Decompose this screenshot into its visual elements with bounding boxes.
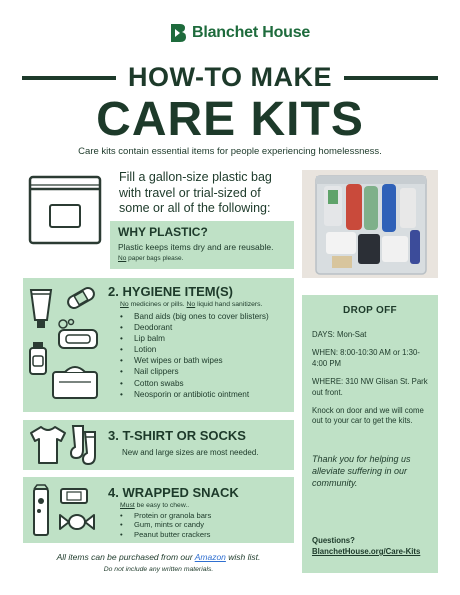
footer-post: wish list. — [225, 552, 261, 562]
list-item: • Gum, mints or candy — [120, 520, 211, 529]
amazon-link[interactable]: Amazon — [194, 552, 226, 562]
why-plastic-text: Plastic keeps items dry and are reusable. — [118, 242, 274, 252]
dropoff-thanks: Thank you for helping us alleviate suffering in our community. — [312, 453, 411, 488]
plastic-bag-icon — [24, 175, 106, 245]
list-item: • Nail clippers — [120, 366, 269, 377]
footer-purchase-note — [23, 552, 294, 562]
candy-icon — [57, 511, 97, 533]
dropoff-where: WHERE: 310 NW Glisan St. Park out front. — [312, 377, 428, 397]
list-item: • Lotion — [120, 344, 269, 355]
dropoff-when: WHEN: 8:00-10:30 AM or 1:30-4:00 PM — [312, 348, 420, 368]
list-item: • Lip balm — [120, 333, 269, 344]
footer-disclaimer: Do not include any written materials. — [103, 566, 214, 573]
snack-list — [120, 511, 211, 539]
wipes-icon — [49, 362, 101, 402]
brand-logo — [168, 22, 310, 44]
hygiene-note — [120, 301, 262, 308]
hygiene-box — [23, 278, 294, 412]
why-plastic-heading: WHY PLASTIC? — [118, 225, 208, 239]
logo-text: Blanchet House — [192, 24, 311, 41]
fill-instructions: Fill a gallon-size plastic bag with travel or trial-sized of some or all of the following: — [119, 170, 272, 215]
questions-label: Questions? — [312, 536, 355, 545]
snack-box — [23, 477, 294, 543]
list-item: • Cotton swabs — [120, 378, 269, 389]
list-item: • Neosporin or antibiotic ointment — [120, 389, 269, 400]
list-item: • Protein or granola bars — [120, 511, 211, 520]
questions-block — [312, 535, 420, 557]
tshirt-socks-text: New and large sizes are most needed. — [122, 448, 259, 457]
hygiene-note-no-1: No — [120, 301, 129, 308]
snack-note-must: Must — [120, 502, 135, 509]
lotion-tube-icon — [27, 284, 55, 330]
socks-icon — [69, 424, 99, 466]
snack-bar-icon — [29, 483, 53, 539]
hygiene-list — [120, 311, 269, 400]
title-top: HOW-TO MAKE — [128, 62, 332, 92]
title-row — [22, 62, 438, 93]
hygiene-note-no-2: No — [186, 301, 196, 308]
title-main: CARE KITS — [96, 93, 364, 146]
dropoff-panel — [302, 295, 438, 573]
care-kit-photo — [302, 170, 438, 278]
tshirt-socks-heading: 3. T-SHIRT OR SOCKS — [108, 428, 246, 443]
why-plastic-note — [118, 255, 286, 262]
bandaid-icon — [63, 284, 99, 312]
title-rule-right — [344, 76, 438, 80]
snack-note — [120, 502, 189, 509]
why-plastic-note-rest: paper bags please. — [126, 255, 184, 262]
soap-icon — [53, 318, 103, 350]
title-rule-left — [22, 76, 116, 80]
hygiene-note-mid: medicines or pills. — [128, 301, 187, 308]
logo-mark-icon — [168, 22, 188, 44]
why-plastic-note-no: No — [118, 255, 127, 262]
hygiene-heading: 2. HYGIENE ITEM(S) — [108, 284, 233, 299]
wrapped-bar-icon — [57, 483, 91, 509]
hygiene-note-end: liquid hand sanitizers. — [195, 301, 263, 308]
dropoff-knock: Knock on door and we will come out to your car to get the kits. — [312, 406, 424, 426]
care-kits-link[interactable]: BlanchetHouse.org/Care-Kits — [312, 547, 421, 556]
dropoff-days: DAYS: Mon-Sat — [312, 330, 367, 339]
snack-heading: 4. WRAPPED SNACK — [108, 485, 239, 500]
why-plastic-box — [110, 221, 294, 269]
intro-text: Care kits contain essential items for people experiencing homelessness. — [78, 146, 382, 157]
footer-pre: All items can be purchased from our — [56, 552, 195, 562]
list-item: • Wet wipes or bath wipes — [120, 355, 269, 366]
list-item: • Peanut butter crackers — [120, 530, 211, 539]
list-item: • Deodorant — [120, 322, 269, 333]
dropoff-title: DROP OFF — [343, 305, 397, 316]
deodorant-icon — [27, 340, 49, 376]
tshirt-socks-box — [23, 420, 294, 470]
list-item: • Band aids (big ones to cover blisters) — [120, 311, 269, 322]
snack-note-rest: be easy to chew.. — [134, 502, 190, 509]
tshirt-icon — [29, 424, 67, 466]
